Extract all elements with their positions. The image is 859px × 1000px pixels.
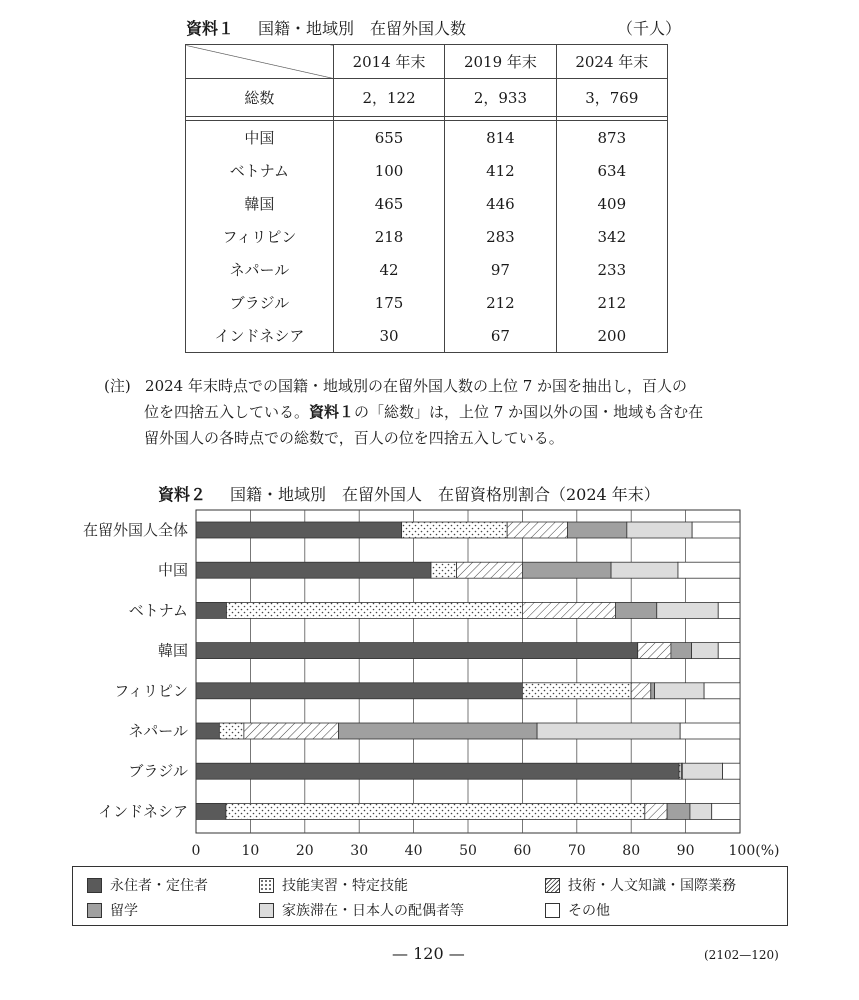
bar-segment	[431, 562, 457, 578]
value-2024: 634	[556, 154, 667, 187]
legend-label: 技能実習・特定技能	[282, 878, 408, 894]
bar-segment	[537, 723, 680, 739]
bar-segment	[718, 602, 740, 618]
bar-segment	[568, 522, 627, 538]
bar-segment	[196, 562, 431, 578]
bar-segment	[522, 683, 631, 699]
legend-label: 留学	[110, 903, 138, 919]
table-row	[186, 154, 668, 187]
header-2019: 2019 年末	[445, 45, 556, 79]
bar-segment	[671, 643, 692, 659]
bar-segment	[196, 723, 219, 739]
bar-segment	[457, 562, 523, 578]
country-name: ネパール	[186, 253, 334, 286]
value-2019: 67	[445, 319, 556, 353]
legend-item	[545, 900, 610, 920]
note-line-2	[104, 399, 794, 425]
legend-label: 永住者・定住者	[110, 878, 208, 894]
value-2014: 30	[333, 319, 444, 353]
legend-swatch-gray	[87, 903, 102, 918]
legend-label: 技術・人文知識・国際業務	[568, 878, 736, 894]
table-row	[186, 286, 668, 319]
country-name: フィリピン	[186, 220, 334, 253]
bar-segment	[522, 562, 611, 578]
total-2024: 3，769	[556, 79, 667, 117]
table1-label: 資料１	[186, 19, 235, 38]
bar-segment	[226, 803, 645, 819]
note-bold-ref: 資料１	[309, 403, 355, 421]
category-label: 在留外国人全体	[82, 521, 188, 539]
page-number: — 120 —	[392, 944, 465, 963]
stacked-bar-chart	[0, 500, 859, 860]
bar-segment	[627, 522, 692, 538]
value-2024: 409	[556, 187, 667, 220]
table1	[185, 44, 668, 353]
legend-swatch-hatch	[545, 878, 560, 893]
note-text: 留外国人の各時点での総数で，百人の位を四捨五入している。	[144, 429, 564, 447]
legend-item	[259, 900, 464, 920]
table-row	[186, 253, 668, 286]
country-name: 韓国	[186, 187, 334, 220]
value-2019: 97	[445, 253, 556, 286]
x-tick-label: 80	[622, 843, 641, 859]
bar-segment	[196, 803, 226, 819]
legend-swatch-dark	[87, 878, 102, 893]
legend-swatch-white	[545, 903, 560, 918]
note-prefix: (注)	[104, 377, 131, 395]
legend-item	[545, 875, 736, 895]
value-2019: 446	[445, 187, 556, 220]
chart-title: 国籍・地域別 在留外国人 在留資格別割合（2024 年末）	[230, 485, 660, 504]
chart-label: 資料２	[158, 485, 207, 504]
bar-segment	[682, 763, 722, 779]
bar-segment	[723, 763, 740, 779]
category-label: インドネシア	[98, 802, 188, 821]
value-2024: 873	[556, 121, 667, 155]
category-label: ベトナム	[128, 601, 188, 620]
exam-code: (2102—120)	[704, 948, 779, 962]
legend-swatch-dots	[259, 878, 274, 893]
table-header-row	[186, 45, 668, 79]
x-tick-label: 60	[513, 843, 532, 859]
bar-segment	[667, 803, 690, 819]
bar-segment	[196, 522, 402, 538]
x-tick-label: 10	[241, 843, 260, 859]
table1-title: 国籍・地域別 在留外国人数	[258, 19, 467, 38]
bar-segment	[196, 683, 522, 699]
bar-segment	[402, 522, 508, 538]
bar-segment	[196, 602, 226, 618]
x-tick-label: 20	[295, 843, 314, 859]
bar-segment	[244, 723, 339, 739]
category-label: 韓国	[157, 641, 188, 660]
value-2014: 100	[333, 154, 444, 187]
category-label: フィリピン	[114, 681, 188, 700]
header-2014: 2014 年末	[333, 45, 444, 79]
value-2024: 233	[556, 253, 667, 286]
value-2019: 212	[445, 286, 556, 319]
bar-segment	[718, 643, 740, 659]
bar-segment	[196, 763, 679, 779]
bar-segment	[655, 683, 705, 699]
legend-item	[259, 875, 408, 895]
x-tick-label: 30	[350, 843, 369, 859]
bar-segment	[645, 803, 667, 819]
bar-segment	[196, 643, 638, 659]
legend-swatch-light	[259, 903, 274, 918]
table-row	[186, 319, 668, 353]
legend-item	[87, 900, 138, 920]
value-2024: 342	[556, 220, 667, 253]
bar-segment	[692, 522, 740, 538]
category-label: ネパール	[128, 722, 188, 740]
bar-segment	[651, 683, 655, 699]
bar-segment	[522, 602, 615, 618]
bar-segment	[611, 562, 678, 578]
value-2014: 465	[333, 187, 444, 220]
x-tick-label: 50	[459, 843, 477, 859]
chart-category-labels	[83, 521, 188, 820]
total-2014: 2，122	[333, 79, 444, 117]
bar-segment	[638, 643, 671, 659]
bar-segment	[692, 643, 719, 659]
x-tick-label: 100(%)	[728, 843, 780, 859]
header-2024: 2024 年末	[556, 45, 667, 79]
bar-segment	[657, 602, 718, 618]
table-row	[186, 121, 668, 155]
table-note	[104, 373, 794, 451]
table-corner-cell	[186, 45, 334, 79]
legend-item	[87, 875, 208, 895]
note-line-1	[104, 373, 794, 399]
table-total-row	[186, 79, 668, 117]
total-2019: 2，933	[445, 79, 556, 117]
bar-segment	[680, 723, 740, 739]
total-label: 総数	[186, 79, 334, 117]
table1-unit: （千人）	[617, 19, 682, 38]
value-2014: 655	[333, 121, 444, 155]
note-text: 2024 年末時点での国籍・地域別の在留外国人数の上位 7 か国を抽出し，百人の	[145, 377, 688, 395]
bar-segment	[507, 522, 567, 538]
category-label: ブラジル	[128, 762, 188, 781]
chart-grid	[196, 510, 740, 833]
bar-segment	[339, 723, 538, 739]
value-2019: 814	[445, 121, 556, 155]
bar-segment	[712, 803, 740, 819]
country-name: インドネシア	[186, 319, 334, 353]
country-name: ベトナム	[186, 154, 334, 187]
bar-segment	[219, 723, 243, 739]
chart-x-ticks	[192, 843, 780, 859]
bar-segment	[631, 683, 651, 699]
value-2024: 200	[556, 319, 667, 353]
legend-label: その他	[568, 903, 610, 919]
x-tick-label: 90	[676, 843, 695, 859]
note-line-3	[104, 425, 794, 451]
bar-segment	[226, 602, 522, 618]
table-row	[186, 187, 668, 220]
note-text: 位を四捨五入している。	[144, 403, 310, 421]
category-label: 中国	[157, 561, 188, 580]
value-2019: 412	[445, 154, 556, 187]
value-2014: 42	[333, 253, 444, 286]
x-tick-label: 0	[191, 843, 201, 859]
bar-segment	[678, 562, 740, 578]
bar-segment	[615, 602, 656, 618]
bar-segment	[704, 683, 740, 699]
x-tick-label: 40	[404, 843, 423, 859]
bar-segment	[690, 803, 712, 819]
country-name: ブラジル	[186, 286, 334, 319]
value-2014: 218	[333, 220, 444, 253]
legend-label: 家族滞在・日本人の配偶者等	[282, 903, 464, 919]
value-2024: 212	[556, 286, 667, 319]
value-2019: 283	[445, 220, 556, 253]
note-text: の「総数」は，上位 7 か国以外の国・地域も含む在	[354, 403, 704, 421]
x-tick-label: 70	[567, 843, 586, 859]
table-row	[186, 220, 668, 253]
country-name: 中国	[186, 121, 334, 155]
value-2014: 175	[333, 286, 444, 319]
chart-legend	[72, 866, 788, 926]
